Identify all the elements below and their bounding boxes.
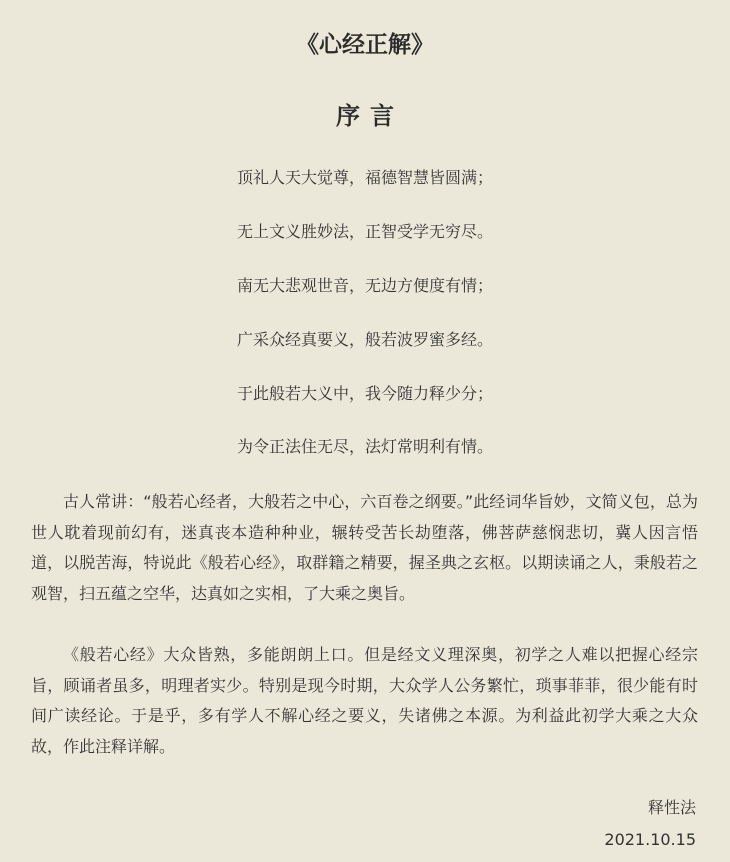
- section-title: 序言: [336, 102, 404, 130]
- book-title: 《心经正解》: [296, 32, 434, 58]
- verse-line: 于此般若大义中，我今随力释少分；: [236, 384, 493, 403]
- verse-line: 南无大悲观世音，无边方便度有情；: [236, 276, 493, 295]
- verse-line: 顶礼人天大觉尊，福德智慧皆圆满；: [236, 168, 493, 187]
- preface-paragraph: 《般若心经》大众皆熟，多能朗朗上口。但是经文义理深奥，初学之人难以把握心经宗旨，顾诵者虽多，明理者实少。特别是现今时期，大众学人公务繁忙，琐事菲菲，很少能有时间广读经论。于是乎，多有学人不解心经之要义，失诸佛之本源。为利益此初学大乘之大众故，作此注释详解。: [31, 645, 698, 756]
- verse-line: 为令正法住无尽，法灯常明利有情。: [236, 437, 493, 456]
- preface-date: 2021.10.15: [604, 830, 696, 849]
- verse-line: 无上文义胜妙法，正智受学无穷尽。: [236, 222, 493, 241]
- verse-line: 广采众经真要义，般若波罗蜜多经。: [236, 330, 493, 349]
- author-signature: 释性法: [647, 798, 696, 817]
- preface-paragraph: 古人常讲：“般若心经者，大般若之中心，六百卷之纲要。”此经词华旨妙，文简义包，总为世人耽着现前幻有，迷真丧本造种种业，辗转受苦长劫堕落，佛菩萨慈悯悲切，冀人因言悟道，以脱苦海，特说此《般若心经》，取群籍之精要，握圣典之玄枢。以期读诵之人，秉般若之观智，扫五蕴之空华，达真如之实相，了大乘之奥旨。: [31, 492, 698, 603]
